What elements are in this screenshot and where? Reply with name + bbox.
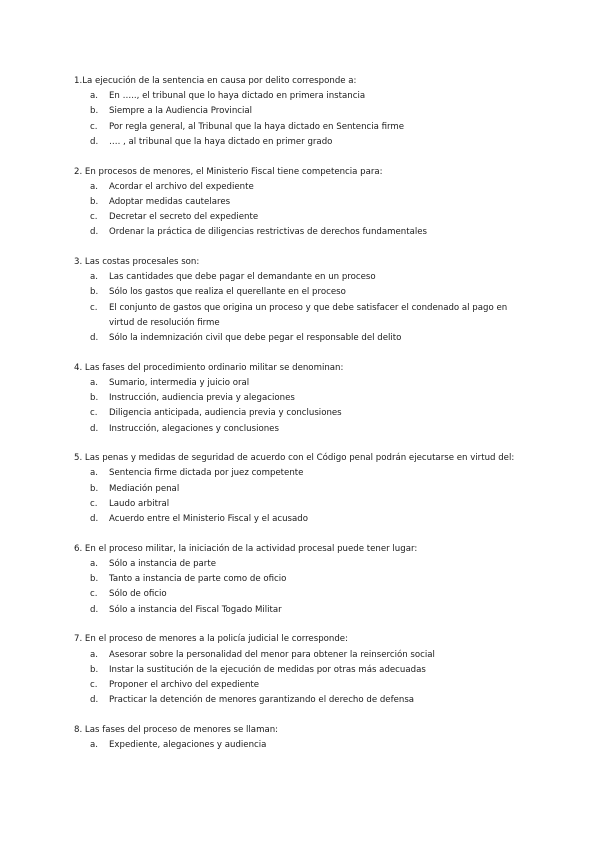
answer-text: Siempre a la Audiencia Provincial xyxy=(109,106,253,117)
question-text: 2. En procesos de menores, el Ministerio Fiscal tiene competencia para: xyxy=(74,166,383,177)
answer-option xyxy=(74,285,530,300)
answer-option xyxy=(74,406,530,421)
answer-text: Diligencia anticipada, audiencia previa y conclusiones xyxy=(109,408,342,419)
answer-text: …. , al tribunal que la haya dictado en primer grado xyxy=(109,136,333,147)
answer-letter: a. xyxy=(90,181,98,192)
answer-letter: d. xyxy=(90,227,99,238)
answer-option xyxy=(74,422,530,437)
answer-option xyxy=(74,466,530,481)
answer-text: Laudo arbitral xyxy=(109,498,170,509)
answer-option xyxy=(74,89,530,104)
answer-option xyxy=(74,376,530,391)
answer-letter: a. xyxy=(90,468,98,479)
answer-list xyxy=(74,376,530,437)
answer-letter: b. xyxy=(90,287,99,298)
answer-list xyxy=(74,466,530,527)
question-text: 1.La ejecución de la sentencia en causa por delito corresponde a: xyxy=(74,76,357,86)
answer-option xyxy=(74,391,530,406)
answer-option xyxy=(74,482,530,497)
answer-letter: a. xyxy=(90,377,98,388)
answer-text: Mediación penal xyxy=(109,483,180,494)
answer-text: Sentencia firme dictada por juez competente xyxy=(109,468,304,479)
answer-list xyxy=(74,270,530,346)
answer-text: En ….., el tribunal que lo haya dictado en primera instancia xyxy=(109,91,366,102)
question-text: 6. En el proceso militar, la iniciación de la actividad procesal puede tener lugar: xyxy=(74,543,418,554)
answer-text: Sólo a instancia de parte xyxy=(109,558,216,569)
answer-letter: c. xyxy=(90,121,98,132)
answer-text: Sumario, intermedia y juicio oral xyxy=(109,377,250,388)
answer-option xyxy=(74,135,530,150)
answer-letter: b. xyxy=(90,196,99,207)
answer-letter: d. xyxy=(90,333,99,344)
answer-text: Sólo a instancia del Fiscal Togado Militar xyxy=(109,604,282,615)
answer-text: Ordenar la práctica de diligencias restrictivas de derechos fundamentales xyxy=(109,227,428,238)
answer-letter: a. xyxy=(90,272,98,283)
answer-option xyxy=(74,587,530,602)
answer-text: Expediente, alegaciones y audiencia xyxy=(109,740,267,751)
answer-text: Sólo la indemnización civil que debe pegar el responsable del delito xyxy=(109,333,402,344)
question-8 xyxy=(74,723,530,753)
answer-text: Acordar el archivo del expediente xyxy=(109,181,254,192)
answer-text: Sólo los gastos que realiza el querellante en el proceso xyxy=(109,287,346,298)
answer-list xyxy=(74,738,530,753)
answer-letter: a. xyxy=(90,558,98,569)
answer-letter: a. xyxy=(90,740,98,751)
question-text: 7. En el proceso de menores a la policía judicial le corresponde: xyxy=(74,634,348,645)
answer-option xyxy=(74,678,530,693)
question-2 xyxy=(74,165,530,241)
answer-text: Proponer el archivo del expediente xyxy=(109,679,260,690)
question-text: 3. Las costas procesales son: xyxy=(74,257,200,268)
answer-text: Acuerdo entre el Ministerio Fiscal y el acusado xyxy=(109,514,308,525)
question-text: 8. Las fases del proceso de menores se llaman: xyxy=(74,724,279,735)
answer-option xyxy=(74,572,530,587)
question-text: 5. Las penas y medidas de seguridad de acuerdo con el Código penal podrán ejecutarse en virtud del: xyxy=(74,453,515,464)
answer-option xyxy=(74,512,530,527)
answer-letter: a. xyxy=(90,649,98,660)
answer-letter: c. xyxy=(90,302,98,313)
answer-option xyxy=(74,738,530,753)
answer-text: Practicar la detención de menores garantizando el derecho de defensa xyxy=(109,695,415,706)
answer-text: Por regla general, al Tribunal que la haya dictado en Sentencia firme xyxy=(109,121,405,132)
answer-option xyxy=(74,225,530,240)
answer-option xyxy=(74,331,530,346)
answer-letter: a. xyxy=(90,91,98,102)
answer-option xyxy=(74,210,530,225)
answer-option xyxy=(74,648,530,663)
answer-letter: c. xyxy=(90,212,98,223)
answer-option xyxy=(74,104,530,119)
question-5 xyxy=(74,451,530,527)
answer-text: Instrucción, audiencia previa y alegaciones xyxy=(109,393,295,404)
answer-option xyxy=(74,603,530,618)
question-3 xyxy=(74,255,530,346)
answer-text: Sólo de oficio xyxy=(109,589,167,600)
question-text: 4. Las fases del procedimiento ordinario militar se denominan: xyxy=(74,362,344,373)
answer-letter: c. xyxy=(90,679,98,690)
answer-option xyxy=(74,663,530,678)
question-list xyxy=(74,74,530,768)
answer-option xyxy=(74,270,530,285)
answer-letter: d. xyxy=(90,514,99,525)
answer-text: El conjunto de gastos que origina un proceso y que debe satisfacer el condenado al pago en virtud de resolución firme xyxy=(109,302,508,328)
answer-letter: d. xyxy=(90,695,99,706)
answer-letter: b. xyxy=(90,574,99,585)
answer-option xyxy=(74,497,530,512)
question-6 xyxy=(74,542,530,618)
question-7 xyxy=(74,632,530,708)
answer-text: Las cantidades que debe pagar el demandante en un proceso xyxy=(109,272,376,283)
answer-letter: b. xyxy=(90,664,99,675)
answer-text: Instrucción, alegaciones y conclusiones xyxy=(109,423,279,434)
question-1 xyxy=(74,74,530,150)
question-4 xyxy=(74,361,530,437)
answer-letter: b. xyxy=(90,483,99,494)
answer-text: Asesorar sobre la personalidad del menor para obtener la reinserción social xyxy=(109,649,435,660)
answer-option xyxy=(74,120,530,135)
answer-letter: c. xyxy=(90,408,98,419)
answer-letter: d. xyxy=(90,423,99,434)
answer-letter: d. xyxy=(90,604,99,615)
answer-letter: b. xyxy=(90,393,99,404)
answer-list xyxy=(74,180,530,241)
answer-text: Instar la sustitución de la ejecución de medidas por otras más adecuadas xyxy=(109,664,426,675)
answer-letter: c. xyxy=(90,498,98,509)
answer-text: Tanto a instancia de parte como de oficio xyxy=(109,574,287,585)
answer-text: Decretar el secreto del expediente xyxy=(109,212,259,223)
answer-letter: d. xyxy=(90,136,99,147)
answer-list xyxy=(74,557,530,618)
answer-option xyxy=(74,180,530,195)
answer-option xyxy=(74,693,530,708)
answer-option xyxy=(74,301,530,331)
answer-option xyxy=(74,557,530,572)
answer-letter: c. xyxy=(90,589,98,600)
answer-list xyxy=(74,89,530,150)
answer-list xyxy=(74,648,530,709)
answer-text: Adoptar medidas cautelares xyxy=(109,196,231,207)
answer-option xyxy=(74,195,530,210)
answer-letter: b. xyxy=(90,106,99,117)
